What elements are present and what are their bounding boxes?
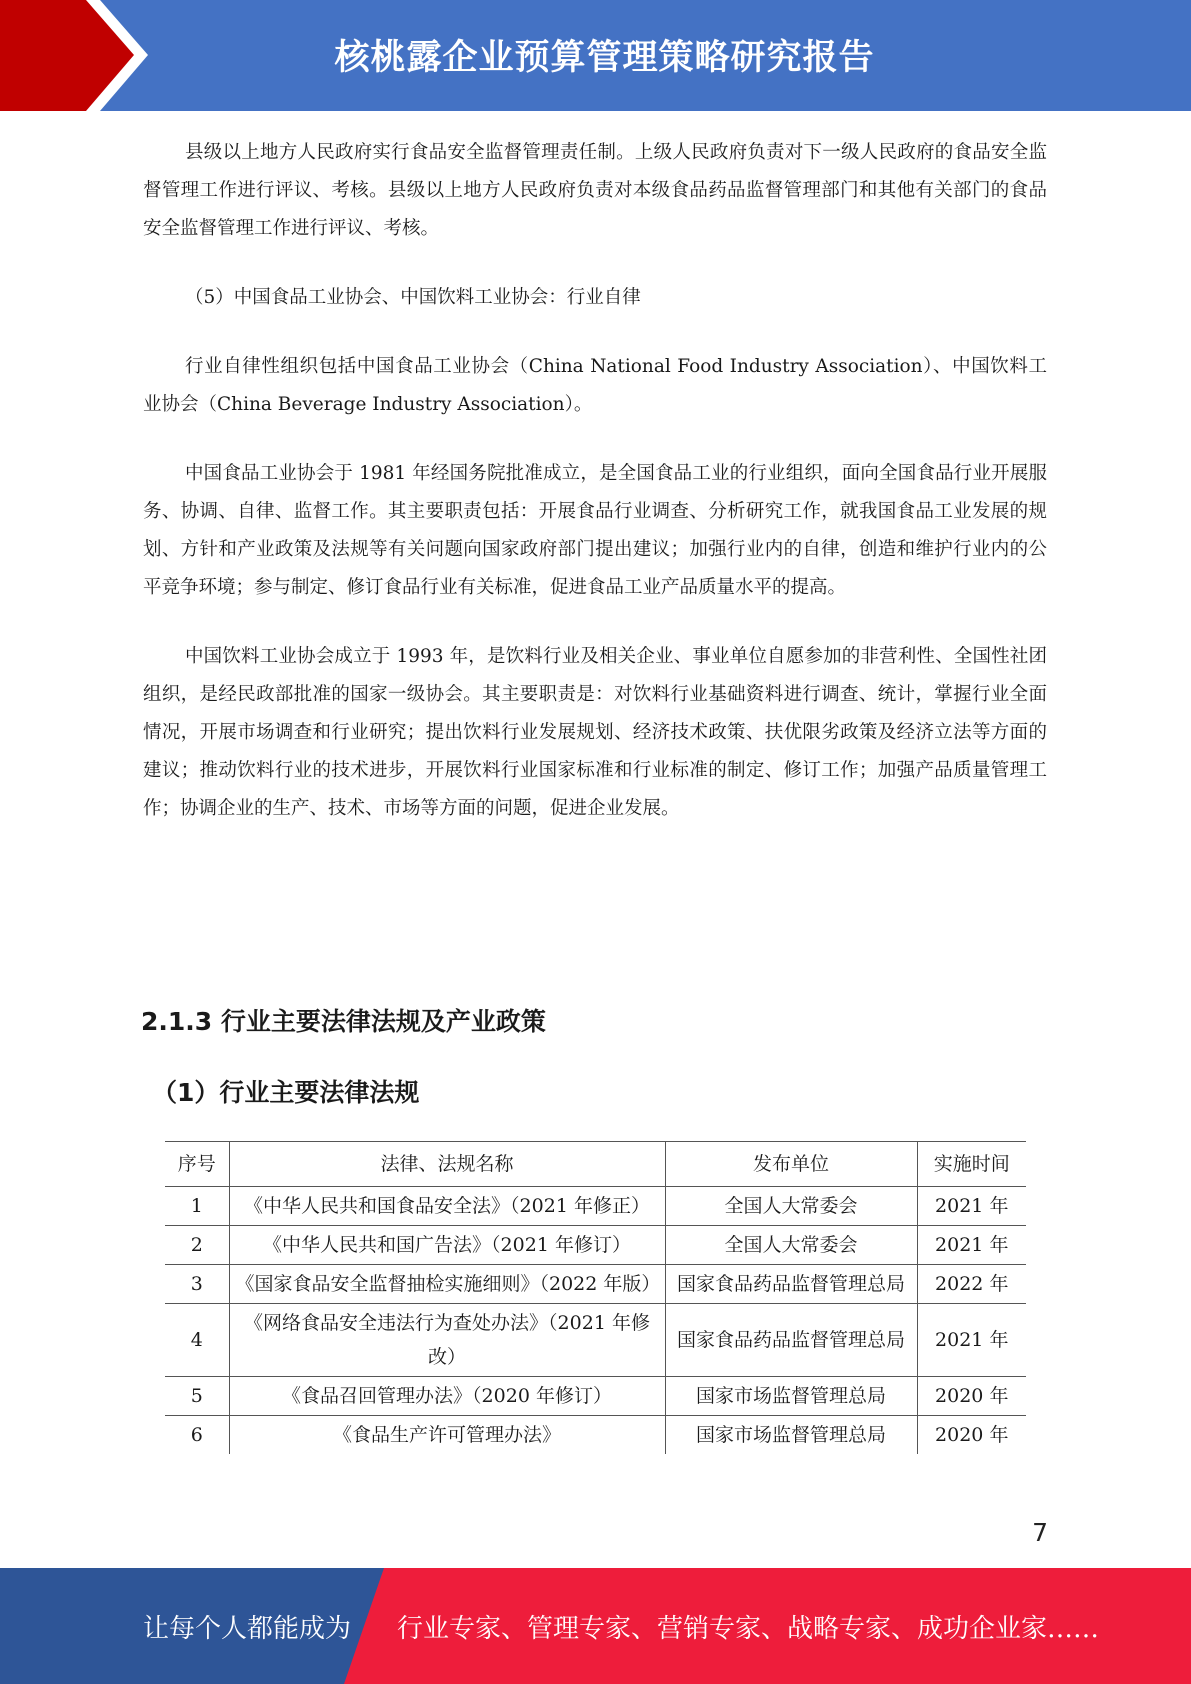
row-issuer: 全国人大常委会	[665, 1226, 917, 1265]
table-row	[165, 1377, 1026, 1416]
header-index: 序号	[165, 1142, 229, 1187]
footer-slogan-right: 行业专家、管理专家、营销专家、战略专家、成功企业家……	[397, 1614, 1100, 1644]
page-footer	[0, 1568, 1191, 1684]
row-effective-date: 2020 年	[917, 1377, 1026, 1416]
row-effective-date: 2021 年	[917, 1187, 1026, 1226]
section-heading: 2.1.3 行业主要法律法规及产业政策	[141, 1007, 546, 1036]
header-effective-date: 实施时间	[917, 1142, 1026, 1187]
table-row	[165, 1416, 1026, 1455]
row-law-name: 《食品召回管理办法》（2020 年修订）	[229, 1377, 665, 1416]
paragraph-beverage-association: 中国饮料工业协会成立于 1993 年，是饮料行业及相关企业、事业单位自愿参加的非营利性、全国性社团组织，是经民政部批准的国家一级协会。其主要职责是：对饮料行业基础资料进行调查、统计，掌握行业全面情况，开展市场调查和行业研究；提出饮料行业发展规划、经济技术政策、扶优限劣政策及经济立法等方面的建议；推动饮料行业的技术进步，开展饮料行业国家标准和行业标准的制定、修订工作；加强产品质量管理工作；协调企业的生产、技术、市场等方面的问题，促进企业发展。	[143, 646, 1047, 819]
subsection-heading: （1）行业主要法律法规	[152, 1078, 420, 1107]
main-content	[143, 134, 1047, 859]
row-effective-date: 2022 年	[917, 1265, 1026, 1304]
header-law-name: 法律、法规名称	[229, 1142, 665, 1187]
row-effective-date: 2021 年	[917, 1304, 1026, 1377]
row-law-name: 《国家食品安全监督抽检实施细则》（2022 年版）	[229, 1265, 665, 1304]
row-index: 3	[165, 1265, 229, 1304]
paragraph-self-regulation: 行业自律性组织包括中国食品工业协会（China National Food Industry Association）、中国饮料工业协会（China Beverage Industry Association）。	[143, 356, 1047, 415]
row-effective-date: 2020 年	[917, 1416, 1026, 1455]
table-row	[165, 1304, 1026, 1377]
footer-slogan-left: 让每个人都能成为	[143, 1614, 352, 1644]
report-title: 核桃露企业预算管理策略研究报告	[334, 38, 875, 78]
laws-table	[165, 1141, 1026, 1454]
row-index: 4	[165, 1304, 229, 1377]
header-issuer: 发布单位	[665, 1142, 917, 1187]
row-issuer: 国家市场监督管理总局	[665, 1416, 917, 1455]
table-header-row	[165, 1142, 1026, 1187]
row-issuer: 国家市场监督管理总局	[665, 1377, 917, 1416]
row-law-name: 《中华人民共和国广告法》（2021 年修订）	[229, 1226, 665, 1265]
row-issuer: 全国人大常委会	[665, 1187, 917, 1226]
paragraph-food-association: 中国食品工业协会于 1981 年经国务院批准成立，是全国食品工业的行业组织，面向全国食品行业开展服务、协调、自律、监督工作。其主要职责包括：开展食品行业调查、分析研究工作，就我国食品工业发展的规划、方针和产业政策及法规等有关问题向国家政府部门提出建议；加强行业内的自律，创造和维护行业内的公平竞争环境；参与制定、修订食品行业有关标准，促进食品工业产品质量水平的提高。	[143, 463, 1047, 598]
row-law-name: 《网络食品安全违法行为查处办法》（2021 年修改）	[229, 1304, 665, 1377]
row-index: 6	[165, 1416, 229, 1455]
subsection-title-associations: （5）中国食品工业协会、中国饮料工业协会：行业自律	[185, 287, 641, 308]
row-issuer: 国家食品药品监督管理总局	[665, 1265, 917, 1304]
page-header	[0, 0, 1191, 111]
row-index: 1	[165, 1187, 229, 1226]
table-row	[165, 1226, 1026, 1265]
row-law-name: 《中华人民共和国食品安全法》（2021 年修正）	[229, 1187, 665, 1226]
table-row	[165, 1265, 1026, 1304]
row-index: 2	[165, 1226, 229, 1265]
row-index: 5	[165, 1377, 229, 1416]
page-number: 7	[1032, 1518, 1048, 1547]
paragraph-supervision: 县级以上地方人民政府实行食品安全监督管理责任制。上级人民政府负责对下一级人民政府的食品安全监督管理工作进行评议、考核。县级以上地方人民政府负责对本级食品药品监督管理部门和其他有关部门的食品安全监督管理工作进行评议、考核。	[143, 142, 1047, 239]
row-effective-date: 2021 年	[917, 1226, 1026, 1265]
table-row	[165, 1187, 1026, 1226]
row-issuer: 国家食品药品监督管理总局	[665, 1304, 917, 1377]
row-law-name: 《食品生产许可管理办法》	[229, 1416, 665, 1455]
